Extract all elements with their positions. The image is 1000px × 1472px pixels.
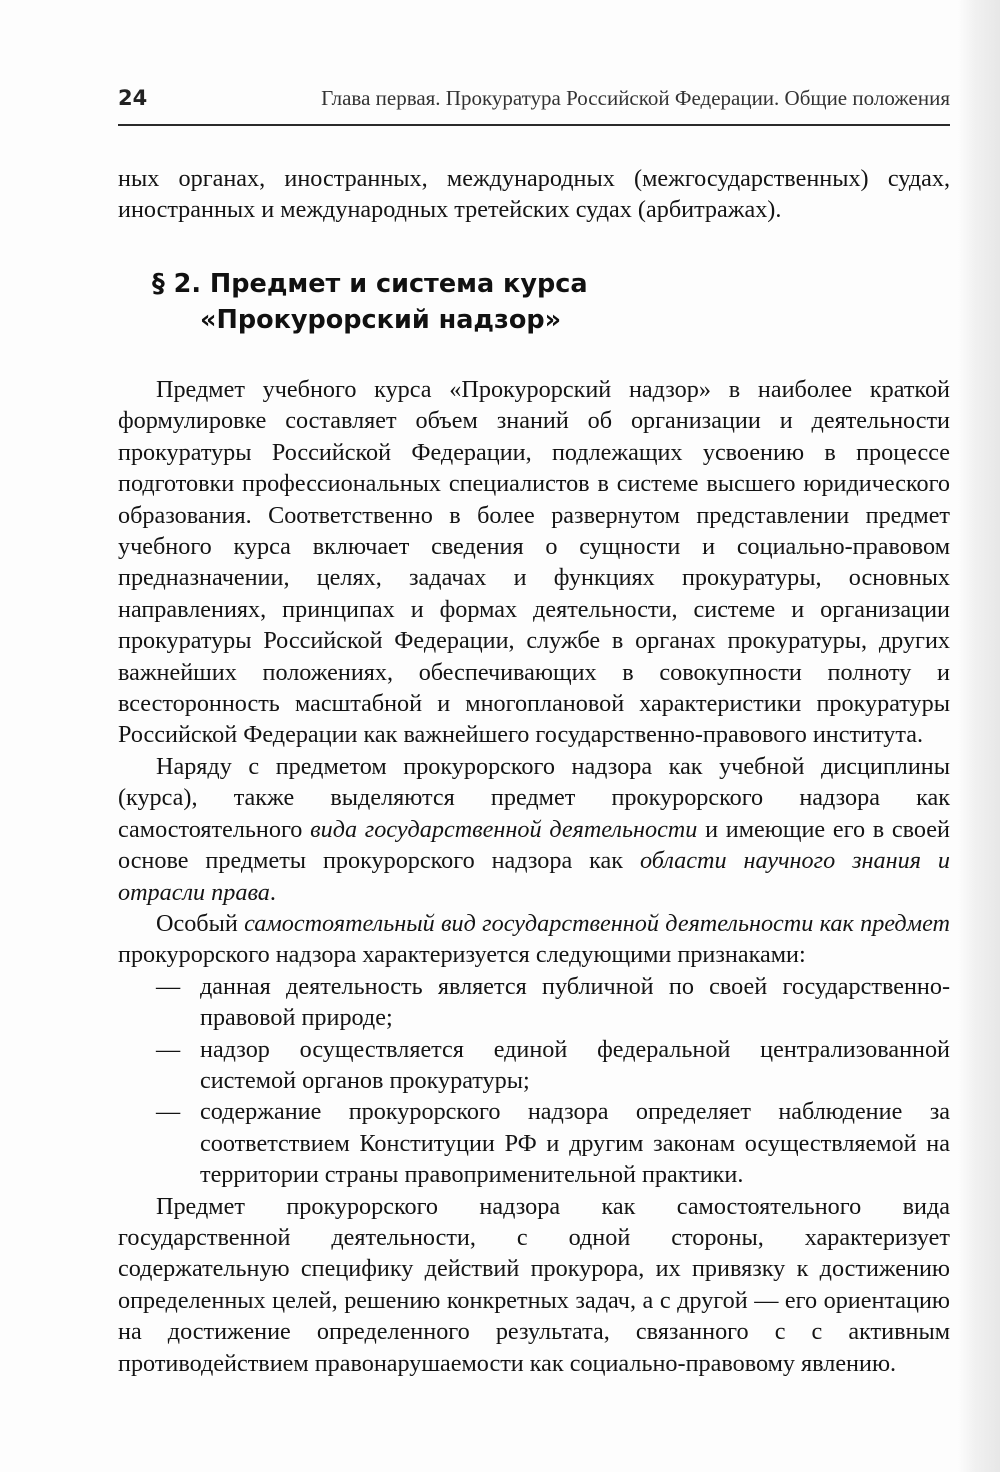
list-item [118, 971, 950, 1034]
page-edge-shadow [958, 0, 1000, 1472]
paragraph-2-text-b: и имеющие его в своей основе предметы прокурорского надзора как [118, 815, 950, 875]
header-rule [118, 124, 950, 126]
list-item-text: надзор осуществляется единой федеральной централизованной системой органов прокуратуры; [200, 1035, 950, 1094]
list-item [118, 1096, 950, 1190]
section-heading-line1: § 2. Предмет и система курса [152, 269, 588, 299]
features-list [118, 971, 950, 1191]
paragraph-2-text-c: . [269, 878, 276, 906]
paragraph-2-emphasis-2: области научного знания и отрасли права [118, 847, 951, 906]
section-heading [152, 266, 588, 338]
list-dash: — [156, 1035, 181, 1063]
paragraph-4: Предмет прокурорского надзора как самостоятельного вида государственной деятельности, с одной стороны, характеризует содержательную специфику действий прокурора, их привязку к достижению определенных целей, решению конкретных задач, а с другой — его ориентацию на достижение определенного результата, связанного с с активным противодействием правонарушаемости как социально-правовому явлению. [118, 1192, 950, 1377]
paragraph-3-text-a: Особый [156, 909, 245, 937]
paragraph-3 [118, 908, 950, 971]
running-title: Глава первая. Прокуратура Российской Федерации. Общие положения [321, 86, 950, 110]
running-header [118, 86, 950, 116]
paragraph-3-text-b: прокурорского надзора характеризуется следующими признаками: [118, 941, 806, 969]
paragraph-2 [118, 751, 950, 908]
paragraph-2-text-a: Наряду с предметом прокурорского надзора как учебной дисциплины (курса), также выделяются предмет прокурорского надзора как самостоятельного [118, 752, 950, 843]
page-number: 24 [118, 86, 148, 110]
list-item-text: данная деятельность является публичной по своей государственно-правовой природе; [200, 972, 950, 1032]
paragraph-2-emphasis-1: вида государственной деятельности [310, 815, 698, 843]
paragraph-1: Предмет учебного курса «Прокурорский надзор» в наиболее краткой формулировке составляет объем знаний об организации и деятельности прокуратуры Российской Федерации, подлежащих усвоению в процессе подготовки профессиональных специалистов в системе высшего юридического образования. Соответственно в более развернутом представлении предмет учебного курса включает сведения о сущности и социально-правовом предназначении, целях, задачах и функциях прокуратуры, основных направлениях, принципах и формах деятельности, системе и организации прокуратуры Российской Федерации, службе в органах прокуратуры, других важнейших положениях, обеспечивающих в совокупности полноту и всесторонность масштабной и многоплановой характеристики прокуратуры Российской Федерации как важнейшего государственно-правового института. [118, 376, 950, 749]
list-dash: — [156, 1098, 181, 1126]
continued-paragraph: ных органах, иностранных, международных (межгосударственных) судах, иностранных и международных третейских судах (арбитражах). [118, 165, 950, 224]
list-dash: — [156, 972, 181, 1000]
list-item-text: содержание прокурорского надзора определяет наблюдение за соответствием Конституции РФ и другим законам осуществляемой на территории страны правоприменительной практики. [200, 1098, 950, 1189]
list-item [118, 1034, 950, 1097]
paragraph-3-emphasis: самостоятельный вид государственной деятельности как предмет [244, 909, 950, 937]
section-body [118, 374, 950, 1379]
section-heading-line2: «Прокурорский надзор» [200, 305, 562, 335]
